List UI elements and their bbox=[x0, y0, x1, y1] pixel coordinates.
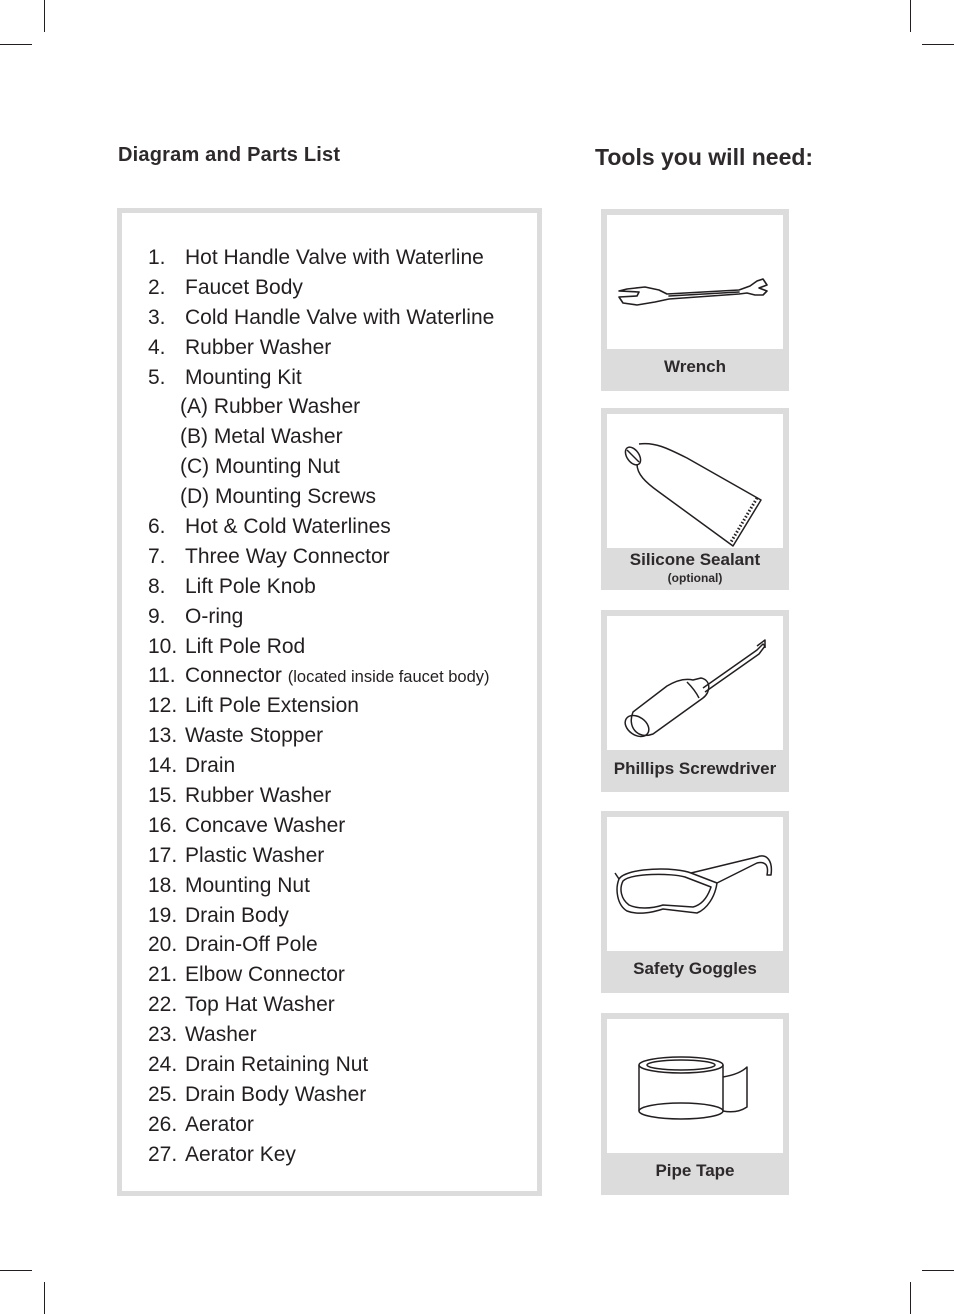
list-item: 8. Lift Pole Knob bbox=[148, 574, 316, 598]
crop-mark bbox=[910, 1282, 911, 1314]
tool-card-tape bbox=[601, 1013, 789, 1195]
list-item: 3. Cold Handle Valve with Waterline bbox=[148, 305, 495, 329]
list-item: 23. Washer bbox=[148, 1023, 257, 1047]
mounting-kit-subitem: (C) Mounting Nut bbox=[180, 455, 340, 479]
screwdriver-icon bbox=[607, 616, 783, 750]
sealant-tube-icon bbox=[607, 414, 783, 548]
list-item: 2. Faucet Body bbox=[148, 275, 303, 299]
crop-mark bbox=[922, 44, 954, 45]
crop-mark bbox=[910, 0, 911, 32]
mounting-kit-subitem: (D) Mounting Screws bbox=[180, 485, 377, 509]
list-item: 16. Concave Washer bbox=[148, 813, 346, 837]
tool-card-wrench bbox=[601, 209, 789, 391]
parts-list-box bbox=[117, 208, 542, 1196]
tool-label: Phillips Screwdriver bbox=[613, 759, 777, 778]
list-item: 21. Elbow Connector bbox=[148, 963, 345, 987]
list-item: 5. Mounting Kit bbox=[148, 365, 302, 389]
parts-list bbox=[148, 243, 538, 1170]
parts-list-heading: Diagram and Parts List bbox=[118, 144, 341, 166]
optional-note: (optional) bbox=[667, 571, 723, 585]
tool-card-screwdriver bbox=[601, 610, 789, 792]
list-item: 24. Drain Retaining Nut bbox=[148, 1053, 369, 1077]
tool-label: Silicone Sealant bbox=[629, 550, 761, 569]
list-item: 15. Rubber Washer bbox=[148, 784, 332, 808]
mounting-kit-subitem: (B) Metal Washer bbox=[180, 425, 343, 449]
goggles-icon bbox=[607, 817, 783, 951]
crop-mark bbox=[0, 1270, 32, 1271]
connector-note: (located inside faucet body) bbox=[287, 668, 490, 687]
tool-label: Pipe Tape bbox=[655, 1161, 735, 1180]
crop-mark bbox=[0, 44, 32, 45]
tool-label: Safety Goggles bbox=[633, 959, 757, 978]
list-item: 11. Connector (located inside faucet body) bbox=[148, 664, 490, 688]
tools-heading: Tools you will need: bbox=[595, 144, 814, 170]
list-item: 1. Hot Handle Valve with Waterline bbox=[148, 246, 484, 269]
list-item: 20. Drain-Off Pole bbox=[148, 933, 318, 957]
crop-mark bbox=[44, 0, 45, 32]
list-item: 7. Three Way Connector bbox=[148, 544, 390, 568]
list-item: 4. Rubber Washer bbox=[148, 335, 332, 359]
list-item: 17. Plastic Washer bbox=[148, 843, 325, 867]
list-item: 19. Drain Body bbox=[148, 903, 289, 927]
list-item: 14. Drain bbox=[148, 754, 236, 778]
list-item: 6. Hot & Cold Waterlines bbox=[148, 515, 391, 539]
tool-card-sealant bbox=[601, 408, 789, 590]
wrench-icon bbox=[607, 215, 783, 349]
list-item: 9. O-ring bbox=[148, 604, 244, 628]
mounting-kit-subitem: (A) Rubber Washer bbox=[180, 395, 361, 419]
list-item: 13. Waste Stopper bbox=[148, 724, 324, 748]
list-item: 22. Top Hat Washer bbox=[148, 993, 335, 1017]
list-item: 18. Mounting Nut bbox=[148, 873, 310, 897]
list-item: 26. Aerator bbox=[148, 1112, 254, 1136]
crop-mark bbox=[922, 1270, 954, 1271]
list-item: 25. Drain Body Washer bbox=[148, 1082, 367, 1106]
tape-roll-icon bbox=[607, 1019, 783, 1153]
crop-mark bbox=[44, 1282, 45, 1314]
list-item: 10. Lift Pole Rod bbox=[148, 634, 306, 658]
list-item: 12. Lift Pole Extension bbox=[148, 694, 359, 718]
tool-card-goggles bbox=[601, 811, 789, 993]
list-item: 27. Aerator Key bbox=[148, 1142, 296, 1166]
tool-label: Wrench bbox=[663, 357, 727, 376]
